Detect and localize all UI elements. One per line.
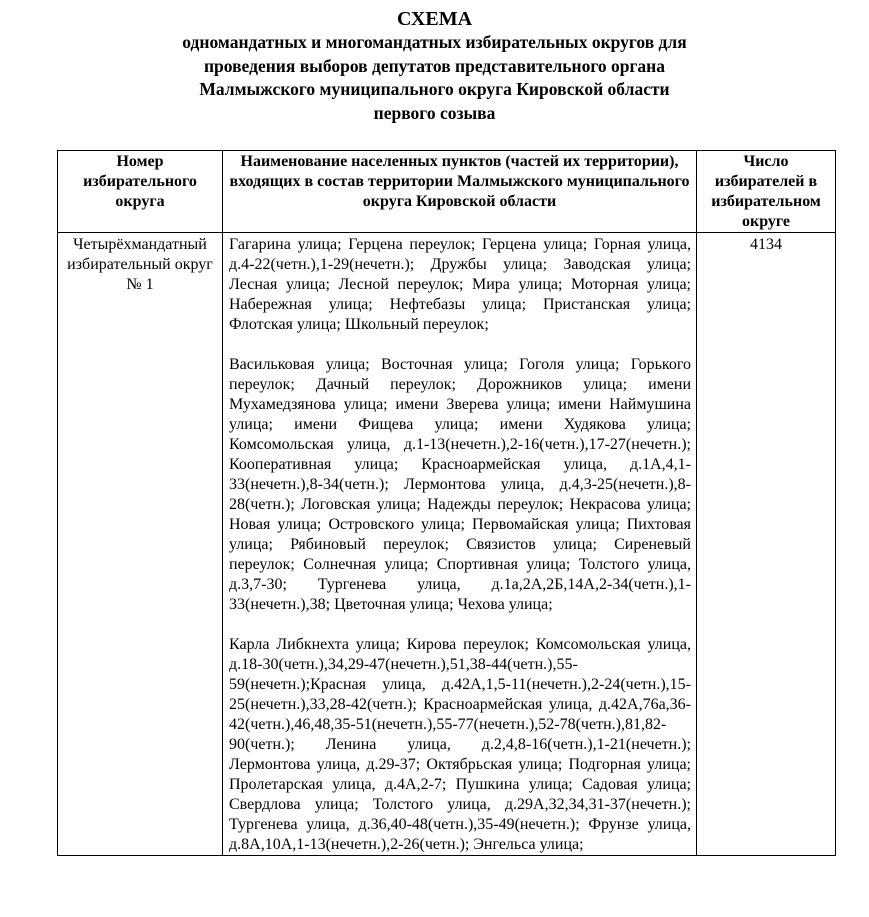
voter-count: 4134 bbox=[697, 233, 836, 856]
column-header-voter-count: Число избирателей в избирательном округе bbox=[697, 151, 836, 233]
district-name: Четырёхмандатный избирательный округ № 1 bbox=[58, 233, 223, 856]
table-header-row bbox=[58, 151, 836, 233]
document-subtitle-line: одномандатных и многомандатных избирательных округов для bbox=[182, 32, 687, 52]
document-subtitle-line: первого созыва bbox=[373, 102, 496, 123]
column-header-district-number: Номер избирательного округа bbox=[58, 151, 223, 233]
streets-paragraph: Васильковая улица; Восточная улица; Гоголя улица; Горького переулок; Дачный переулок; Дорожников улица; имени Мухамедзянова улица; имени Зверева улица; имени Наймушина улица; имени Фищева улица; имени Худякова улица; Комсомольская улица, д.1-13(нечетн.),2-16(четн.),17-27(нечетн.); Кооперативная улица; Красноармейская улица, д.1А,4,1-33(нечетн.),8-34(четн.); Лермонтова улица, д.4,3-25(нечетн.),8-28(четн.); Логовская улица; Надежды переулок; Некрасова улица; Новая улица; Островского улица; Первомайская улица; Пихтовая улица; Рябиновый переулок; Связистов улица; Сиреневый переулок; Солнечная улица; Спортивная улица; Толстого улица, д.3,7-30; Тургенева улица, д.1а,2А,2Б,14А,2-34(четн.),1-33(нечетн.),38; Цветочная улица; Чехова улица; bbox=[229, 356, 691, 613]
table-row bbox=[58, 233, 836, 856]
streets-paragraph: Карла Либкнехта улица; Кирова переулок; Комсомольская улица, д.18-30(четн.),34,29-47(нечетн.),51,38-44(четн.),55-59(нечетн.);Красная улица, д.42А,1,5-11(нечетн.),2-24(четн.),15-25(нечетн.),33,28-42(четн.); Красноармейская улица, д.42А,76а,36-42(четн.),46,48,35-51(нечетн.),55-77(нечетн.),52-78(четн.),81,82-90(четн.); Ленина улица, д.2,4,8-16(четн.),1-21(нечетн.); Лермонтова улица, д.29-37; Октябрьская улица; Подгорная улица; Пролетарская улица, д.4А,2-7; Пушкина улица; Садовая улица; Свердлова улица; Толстого улица, д.29А,32,34,31-37(нечетн.); Тургенева улица, д.36,40-48(четн.),35-49(нечетн.); Фрунзе улица, д.8А,10А,1-13(нечетн.),2-26(четн.); Энгельса улица; bbox=[229, 636, 691, 853]
districts-table bbox=[57, 150, 836, 856]
document-subtitle-line: Малмыжского муниципального округа Кировской области bbox=[199, 79, 670, 99]
document-header bbox=[0, 7, 869, 125]
streets-paragraph: Гагарина улица; Герцена переулок; Герцена улица; Горная улица, д.4-22(четн.),1-29(нечетн.); Дружбы улица; Заводская улица; Лесная улица; Лесной переулок; Мира улица; Моторная улица; Набережная улица; Нефтебазы улица; Пристанская улица; Флотская улица; Школьный переулок; bbox=[229, 236, 691, 333]
document-subtitle-line: проведения выборов депутатов представительного органа bbox=[203, 55, 666, 76]
district-streets bbox=[223, 233, 697, 856]
document-title: СХЕМА bbox=[396, 8, 473, 30]
column-header-settlements: Наименование населенных пунктов (частей их территории), входящих в состав территории Малмыжского муниципального округа Кировской области bbox=[223, 151, 697, 233]
